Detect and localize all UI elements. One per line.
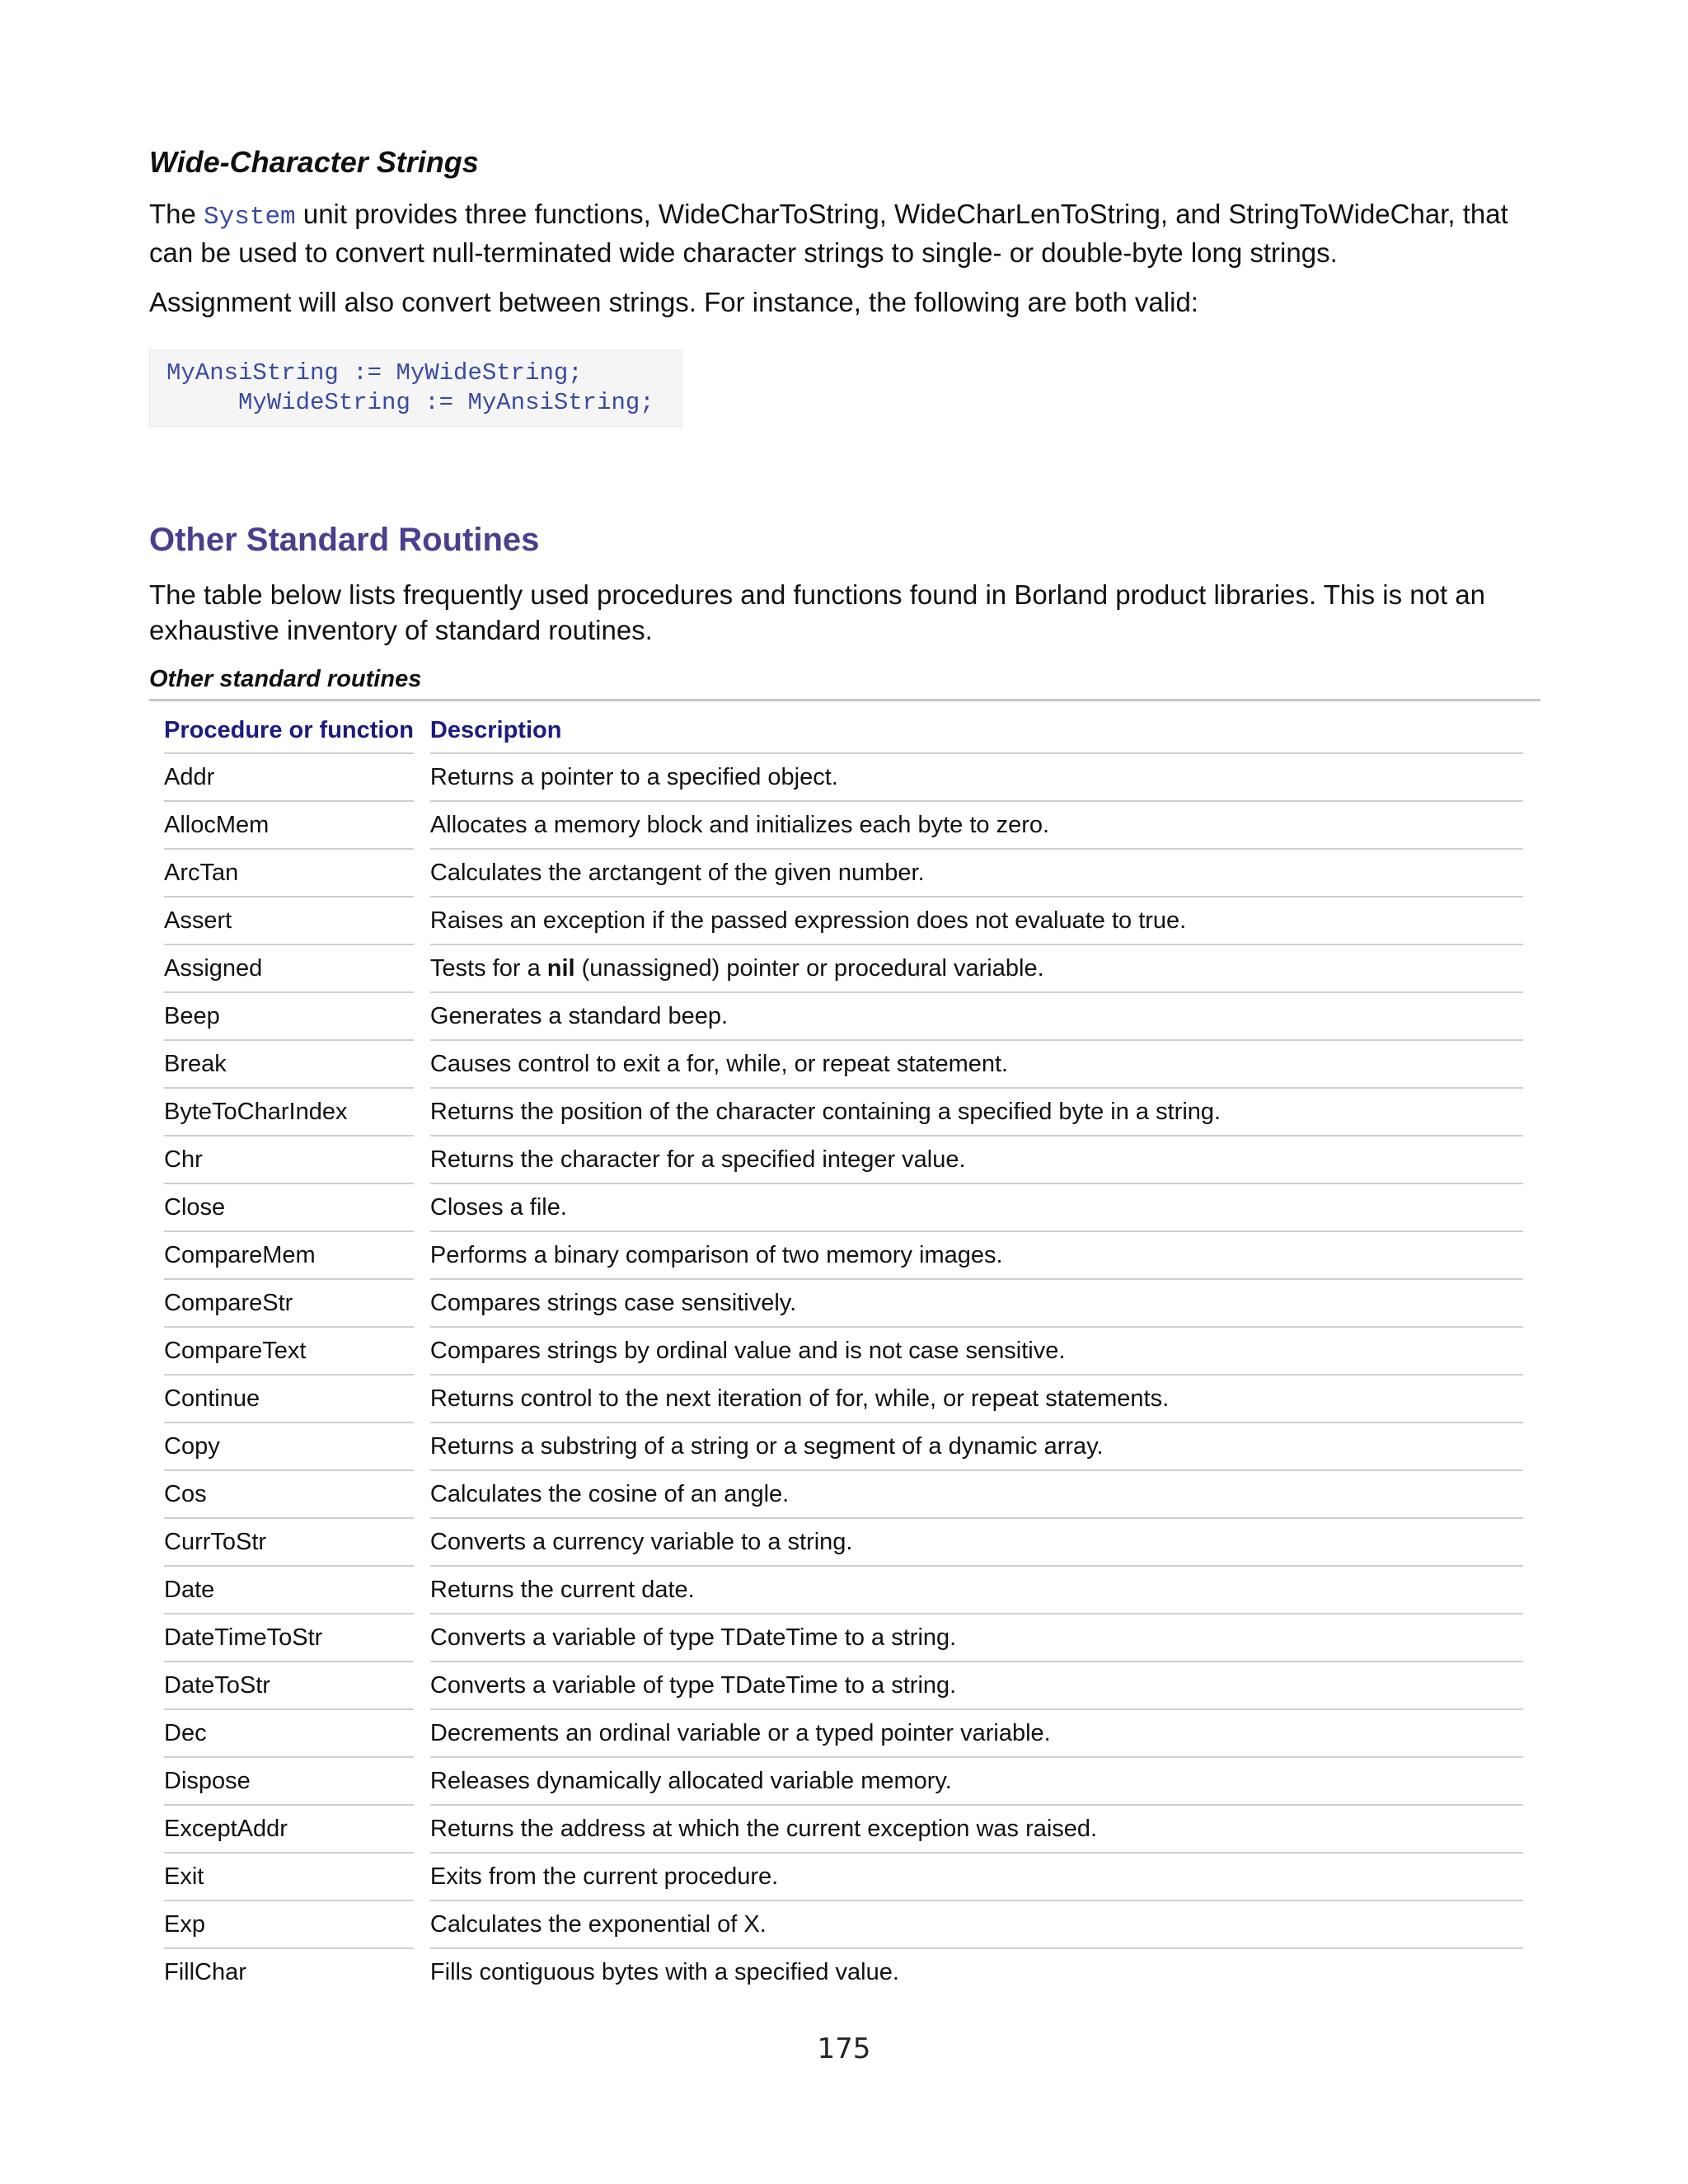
document-page bbox=[149, 124, 1540, 1995]
routine-name: Dispose bbox=[164, 1758, 414, 1806]
routine-name: CompareMem bbox=[164, 1232, 414, 1280]
routine-name: Exp bbox=[164, 1901, 414, 1949]
routine-description: Causes control to exit a for, while, or repeat statement. bbox=[430, 1041, 1523, 1089]
routine-name: Addr bbox=[164, 754, 414, 802]
routine-name: ByteToCharIndex bbox=[164, 1089, 414, 1137]
routine-description: Calculates the arctangent of the given number. bbox=[430, 850, 1523, 898]
paragraph-table-intro: The table below lists frequently used procedures and functions found in Borland product libraries. This is not an exhaustive inventory of standard routines. bbox=[149, 579, 1485, 645]
routine-description: Raises an exception if the passed expression does not evaluate to true. bbox=[430, 898, 1523, 945]
routine-description: Returns control to the next iteration of for, while, or repeat statements. bbox=[430, 1376, 1523, 1423]
routine-name: ArcTan bbox=[164, 850, 414, 898]
routine-description: Returns a substring of a string or a segment of a dynamic array. bbox=[430, 1423, 1523, 1471]
routine-name: Break bbox=[164, 1041, 414, 1089]
inline-code-system: System bbox=[204, 203, 296, 232]
routine-name: Close bbox=[164, 1184, 414, 1232]
column-header-description: Description bbox=[430, 710, 1523, 754]
routine-name: FillChar bbox=[164, 1959, 246, 1985]
table-row bbox=[164, 1376, 1523, 1423]
paragraph-text-end: unit provides three functions, WideCharToString, WideCharLenToString, and StringToWideChar, that can be used to convert null-terminated wide character strings to single- or double-byte long strings. bbox=[149, 199, 1508, 268]
routine-description: Decrements an ordinal variable or a typed pointer variable. bbox=[430, 1710, 1523, 1758]
table-row bbox=[164, 802, 1523, 850]
routine-description: Returns the address at which the current exception was raised. bbox=[430, 1806, 1523, 1854]
table-row bbox=[164, 754, 1523, 802]
column-header-procedure: Procedure or function bbox=[164, 710, 414, 754]
table-row bbox=[164, 1328, 1523, 1376]
code-block bbox=[149, 349, 682, 427]
routine-name: Assert bbox=[164, 898, 414, 945]
routine-name: Copy bbox=[164, 1423, 414, 1471]
routine-description: Tests for a nil (unassigned) pointer or procedural variable. bbox=[430, 945, 1523, 993]
routine-name: CurrToStr bbox=[164, 1519, 414, 1567]
section-heading-wide-strings: Wide-Character Strings bbox=[149, 145, 479, 179]
routine-description: Compares strings by ordinal value and is not case sensitive. bbox=[430, 1328, 1523, 1376]
table-row bbox=[164, 1567, 1523, 1615]
table-row bbox=[164, 1041, 1523, 1089]
table-row bbox=[164, 1662, 1523, 1710]
table-row bbox=[164, 1280, 1523, 1328]
table-row bbox=[164, 1854, 1523, 1901]
routine-description: Exits from the current procedure. bbox=[430, 1854, 1523, 1901]
routine-description: Generates a standard beep. bbox=[430, 993, 1523, 1041]
table-row bbox=[164, 1089, 1523, 1137]
table-row bbox=[164, 898, 1523, 945]
routine-description: Returns the character for a specified integer value. bbox=[430, 1137, 1523, 1184]
routine-name: AllocMem bbox=[164, 802, 414, 850]
routine-description: Converts a variable of type TDateTime to a string. bbox=[430, 1662, 1523, 1710]
routine-description: Returns a pointer to a specified object. bbox=[430, 754, 1523, 802]
routine-name: Assigned bbox=[164, 945, 414, 993]
routine-name: Beep bbox=[164, 993, 414, 1041]
paragraph-system-unit bbox=[149, 196, 1540, 270]
routine-description: Converts a currency variable to a string. bbox=[430, 1519, 1523, 1567]
routine-description: Closes a file. bbox=[430, 1184, 1523, 1232]
routine-description: Calculates the exponential of X. bbox=[430, 1901, 1523, 1949]
table-row bbox=[164, 850, 1523, 898]
table-row bbox=[164, 1949, 1523, 1995]
paragraph-text-start: The bbox=[149, 199, 204, 229]
code-line: MyAnsiString := MyWideString; bbox=[166, 359, 583, 387]
table-caption: Other standard routines bbox=[149, 666, 1540, 701]
table-row bbox=[164, 1519, 1523, 1567]
routine-description: Calculates the cosine of an angle. bbox=[430, 1471, 1523, 1519]
routine-name: Continue bbox=[164, 1376, 414, 1423]
routine-name: ExceptAddr bbox=[164, 1806, 414, 1854]
keyword-nil: nil bbox=[546, 955, 575, 982]
table-row bbox=[164, 945, 1523, 993]
routine-name: Date bbox=[164, 1567, 414, 1615]
paragraph-assignment: Assignment will also convert between strings. For instance, the following are both valid: bbox=[149, 287, 1198, 317]
routine-description: Performs a binary comparison of two memory images. bbox=[430, 1232, 1523, 1280]
routine-description: Returns the current date. bbox=[430, 1567, 1523, 1615]
routine-name: CompareText bbox=[164, 1328, 414, 1376]
section-heading-other-routines: Other Standard Routines bbox=[149, 522, 540, 558]
table-row bbox=[164, 1471, 1523, 1519]
table-row bbox=[164, 1184, 1523, 1232]
table-header-row bbox=[164, 710, 1523, 754]
routine-description: Returns the position of the character containing a specified byte in a string. bbox=[430, 1089, 1523, 1137]
routine-description: Releases dynamically allocated variable memory. bbox=[430, 1758, 1523, 1806]
table-row bbox=[164, 993, 1523, 1041]
table-row bbox=[164, 1806, 1523, 1854]
table-row bbox=[164, 1710, 1523, 1758]
table-row bbox=[164, 1901, 1523, 1949]
routine-name: Dec bbox=[164, 1710, 414, 1758]
routine-name: DateToStr bbox=[164, 1662, 414, 1710]
routine-description: Allocates a memory block and initializes each byte to zero. bbox=[430, 802, 1523, 850]
routine-name: DateTimeToStr bbox=[164, 1615, 414, 1662]
routine-name: CompareStr bbox=[164, 1280, 414, 1328]
table-row bbox=[164, 1423, 1523, 1471]
routine-name: Exit bbox=[164, 1854, 414, 1901]
routine-description: Fills contiguous bytes with a specified value. bbox=[429, 1959, 899, 1985]
routines-table bbox=[148, 710, 1540, 1995]
page-number: 175 bbox=[817, 2032, 871, 2065]
table-row bbox=[164, 1232, 1523, 1280]
table-row bbox=[164, 1758, 1523, 1806]
routine-description: Compares strings case sensitively. bbox=[430, 1280, 1523, 1328]
routine-description: Converts a variable of type TDateTime to a string. bbox=[430, 1615, 1523, 1662]
routine-name: Cos bbox=[164, 1471, 414, 1519]
table-row bbox=[164, 1615, 1523, 1662]
code-line: MyWideString := MyAnsiString; bbox=[166, 389, 654, 416]
table-row bbox=[164, 1137, 1523, 1184]
routine-name: Chr bbox=[164, 1137, 414, 1184]
